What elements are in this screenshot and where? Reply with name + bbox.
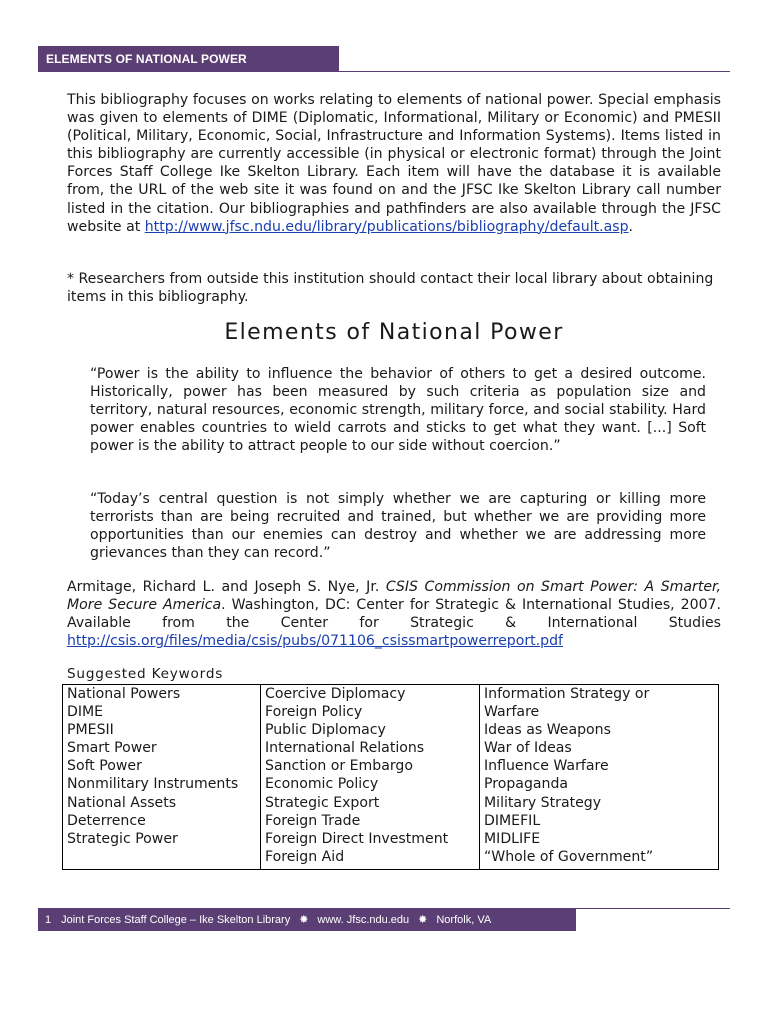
header-bar xyxy=(38,46,339,72)
keyword: Foreign Direct Investment xyxy=(265,830,449,847)
keyword: Nonmilitary Instruments xyxy=(67,776,239,793)
intro-end: . xyxy=(628,218,634,235)
keyword: Foreign Aid xyxy=(265,848,345,865)
keyword: Strategic Power xyxy=(67,830,178,847)
keyword: War of Ideas xyxy=(484,740,572,757)
keyword: Coercive Diplomacy xyxy=(265,686,406,702)
citation-details: . Washington, DC: Center for Strategic & International Studies, 2007. Available from the Center for Strategic & International Studies xyxy=(67,597,722,632)
keyword: Information Strategy or xyxy=(484,686,650,702)
footer-college: Joint Forces Staff College – Ike Skelton Library xyxy=(61,914,291,926)
keyword: Foreign Trade xyxy=(265,812,361,829)
keyword: “Whole of Government” xyxy=(484,848,654,865)
footer-website: www. Jfsc.ndu.edu xyxy=(317,914,410,926)
header-rule xyxy=(339,71,730,72)
keyword: National Powers xyxy=(67,686,181,702)
keywords-table xyxy=(62,684,719,870)
footer-location: Norfolk, VA xyxy=(436,914,492,926)
star-separator-icon: ✸ xyxy=(418,914,428,926)
bibliography-link[interactable]: http://www.jfsc.ndu.edu/library/publications/bibliography/default.asp xyxy=(144,218,629,235)
footer-bar xyxy=(38,909,576,931)
page-number: 1 xyxy=(45,914,52,926)
keyword: International Relations xyxy=(265,740,425,757)
keyword: Smart Power xyxy=(67,740,157,757)
keyword: Military Strategy xyxy=(484,794,602,811)
citation-authors: Armitage, Richard L. and Joseph S. Nye, Jr. xyxy=(67,579,386,595)
keywords-column-2 xyxy=(261,685,480,870)
keyword: Foreign Policy xyxy=(265,704,363,721)
keyword: Soft Power xyxy=(67,758,142,775)
keyword: Influence Warfare xyxy=(484,758,609,775)
keyword: Ideas as Weapons xyxy=(484,722,611,739)
keyword: DIME xyxy=(67,704,104,721)
citation-link[interactable]: http://csis.org/files/media/csis/pubs/071106_csissmartpowerreport.pdf xyxy=(67,633,564,650)
keyword: Sanction or Embargo xyxy=(265,758,413,775)
star-separator-icon: ✸ xyxy=(299,914,309,926)
quote-power: “Power is the ability to influence the behavior of others to get a desired outcome. Historically, power has been measured by such criteria as population size and territory, natural resources, economic strength, military force, and social stability. Hard power enables countries to wield carrots and sticks to get what they want. [...] Soft power is the ability to attract people to our side without coercion.” xyxy=(90,366,706,455)
researcher-note: * Researchers from outside this institution should contact their local library about obtaining items in this bibliography. xyxy=(67,271,714,306)
intro-paragraph xyxy=(67,91,721,236)
quote-central-question: “Today’s central question is not simply whether we are capturing or killing more terrorists than are being recruited and trained, but whether we are providing more opportunities than our enemies can destroy and whether we are addressing more grievances than they can record.” xyxy=(90,491,706,562)
keywords-column-3 xyxy=(480,685,719,870)
keyword: National Assets xyxy=(67,794,177,811)
keyword: Strategic Export xyxy=(265,794,380,811)
keywords-label: Suggested Keywords xyxy=(67,666,224,682)
document-title: Elements of National Power xyxy=(224,320,564,345)
keyword: PMESII xyxy=(67,722,114,739)
intro-text: This bibliography focuses on works relating to elements of national power. Special emphasis was given to elements of DIME (Diplomatic, Informational, Military or Economic) and PMESII (Political, Military, Economic, Social, Infrastructure and Information Systems). Items listed in this bibliography are currently accessible (in physical or electronic format) through the Joint Forces Staff College Ike Skelton Library. Each item will have the database it is available from, the URL of the web site it was found on and the JFSC Ike Skelton Library call number listed in the citation. Our bibliographies and pathfinders are also available through the JFSC website at xyxy=(67,92,721,235)
keyword: DIMEFIL xyxy=(484,812,541,829)
citation xyxy=(67,578,721,650)
header-title: ELEMENTS OF NATIONAL POWER xyxy=(46,52,247,66)
keyword: Economic Policy xyxy=(265,776,379,793)
keyword: Deterrence xyxy=(67,812,146,829)
keyword: MIDLIFE xyxy=(484,830,541,847)
keyword: Propaganda xyxy=(484,776,569,793)
keywords-column-1 xyxy=(63,685,261,870)
citation-title: CSIS Commission on Smart Power: A Smarter, More Secure America xyxy=(67,579,721,614)
keyword: Warfare xyxy=(484,704,540,721)
keyword: Public Diplomacy xyxy=(265,722,386,739)
